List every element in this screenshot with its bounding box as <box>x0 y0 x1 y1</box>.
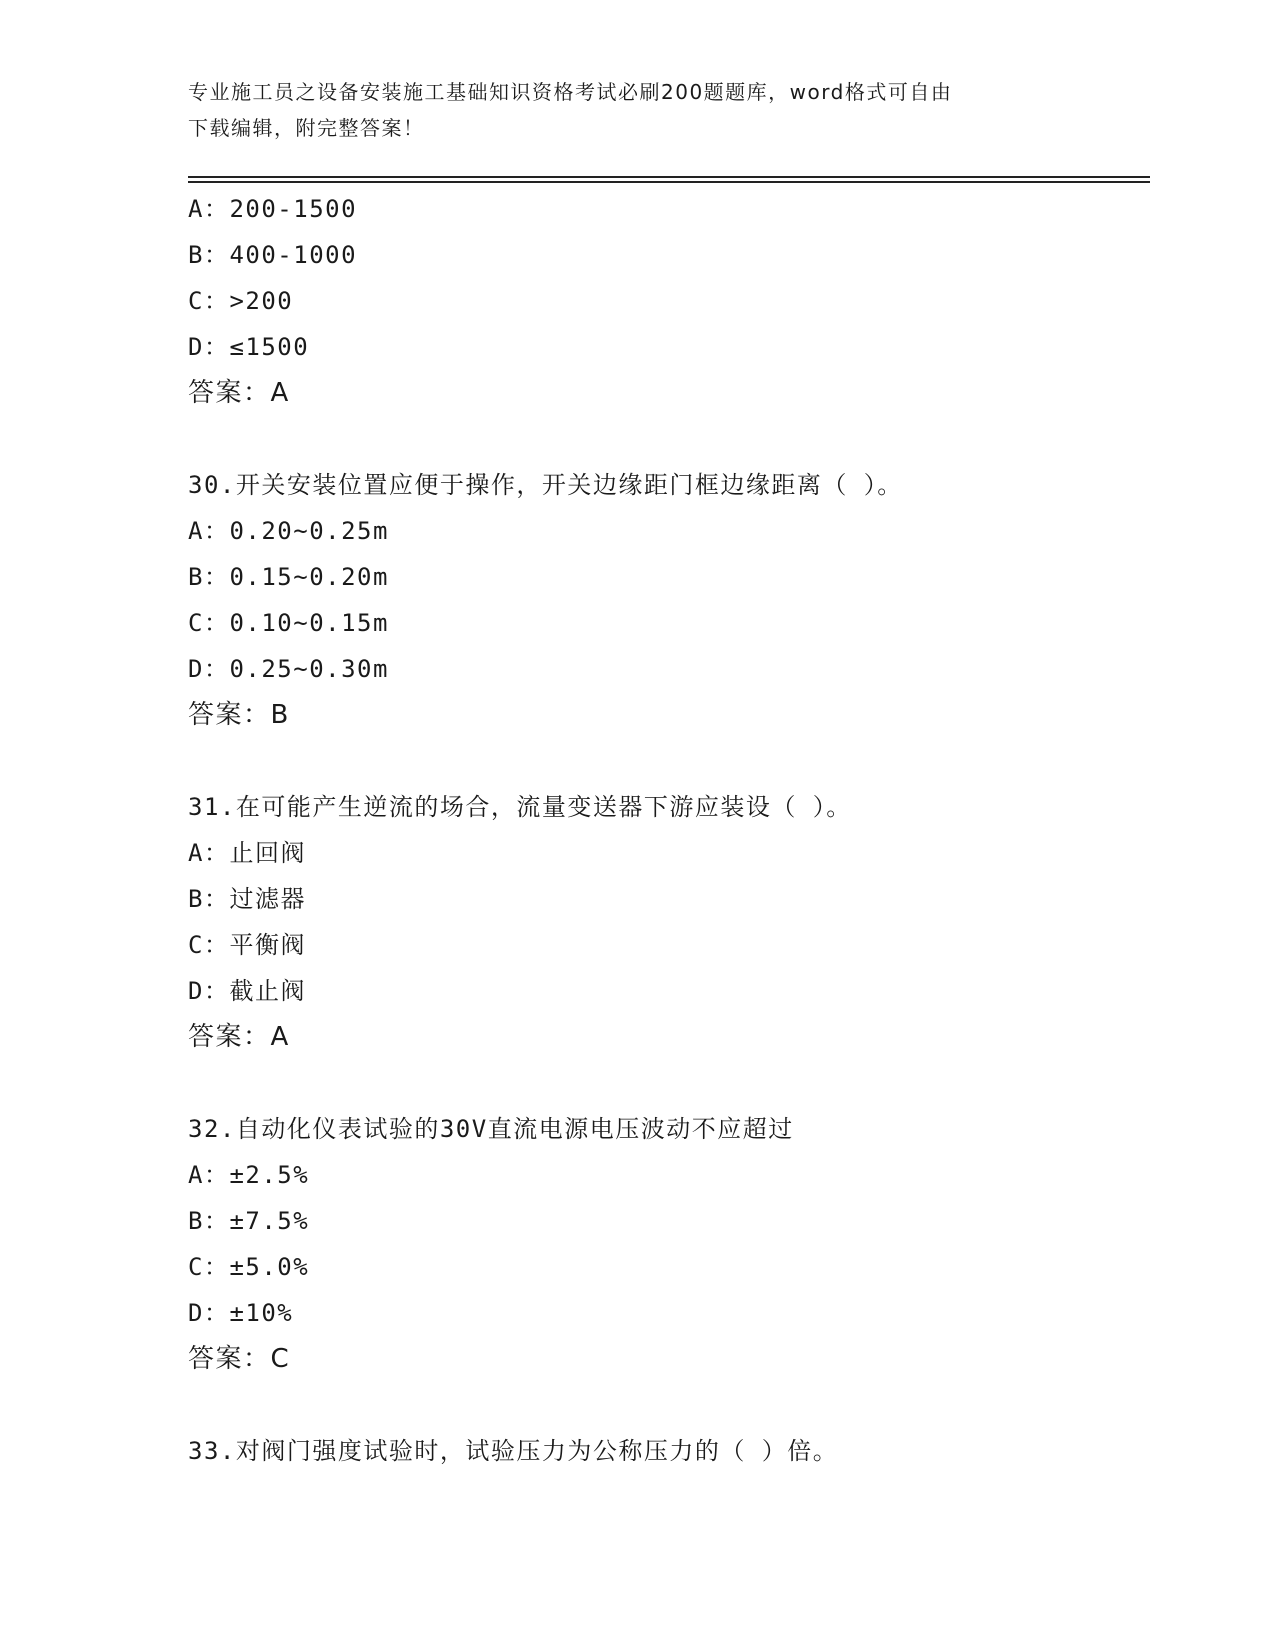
document-header <box>188 74 1068 146</box>
option-c: C：0.10~0.15m <box>188 609 389 637</box>
header-title-line-1: 专业施工员之设备安装施工基础知识资格考试必刷200题题库，word格式可自由 <box>188 80 953 104</box>
header-title-line-2: 下载编辑，附完整答案！ <box>188 116 425 140</box>
option-c: C：平衡阀 <box>188 931 306 959</box>
question-33 <box>188 1428 838 1474</box>
option-d: D：≤1500 <box>188 333 310 361</box>
option-a: A：止回阀 <box>188 839 306 867</box>
option-d: D：截止阀 <box>188 977 306 1005</box>
question-32 <box>188 1106 794 1382</box>
answer-line: 答案：A <box>188 378 290 408</box>
question-29 <box>188 186 357 416</box>
answer-line: 答案：B <box>188 700 290 730</box>
question-31 <box>188 784 852 1060</box>
option-b: B：±7.5% <box>188 1207 310 1235</box>
option-b: B：400-1000 <box>188 241 358 269</box>
answer-line: 答案：C <box>188 1344 291 1374</box>
option-a: A：0.20~0.25m <box>188 517 389 545</box>
option-a: A：200-1500 <box>188 195 358 223</box>
option-b: B：0.15~0.20m <box>188 563 389 591</box>
question-stem: 32.自动化仪表试验的30V直流电源电压波动不应超过 <box>188 1115 794 1143</box>
question-stem: 33.对阀门强度试验时，试验压力为公称压力的（ ）倍。 <box>188 1437 839 1465</box>
option-d: D：0.25~0.30m <box>188 655 389 683</box>
option-c: C：>200 <box>188 287 294 315</box>
question-stem: 30.开关安装位置应便于操作，开关边缘距门框边缘距离（ ）。 <box>188 471 903 499</box>
question-stem: 31.在可能产生逆流的场合，流量变送器下游应装设（ ）。 <box>188 793 852 821</box>
header-divider <box>188 176 1150 183</box>
question-30 <box>188 462 903 738</box>
answer-line: 答案：A <box>188 1022 290 1052</box>
option-c: C：±5.0% <box>188 1253 310 1281</box>
option-d: D：±10% <box>188 1299 294 1327</box>
option-b: B：过滤器 <box>188 885 306 913</box>
option-a: A：±2.5% <box>188 1161 310 1189</box>
